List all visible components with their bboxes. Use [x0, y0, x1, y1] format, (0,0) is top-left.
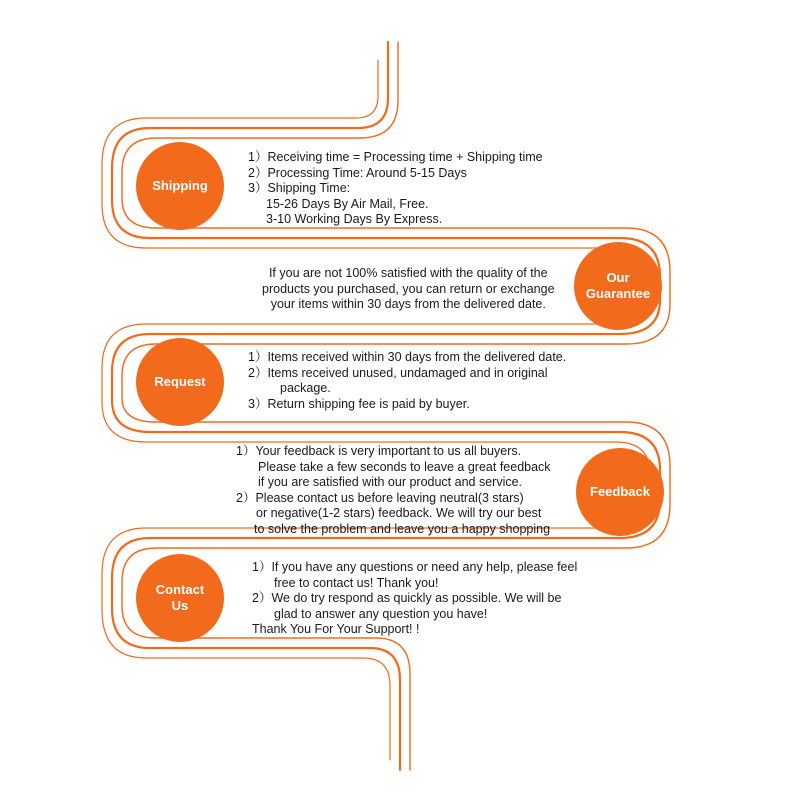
- contact-text: [252, 560, 577, 638]
- contact-line: Thank You For Your Support! !: [252, 622, 420, 636]
- request-badge: [136, 338, 224, 426]
- guarantee-text: [262, 266, 555, 313]
- feedback-badge: [576, 448, 664, 536]
- shipping-badge: [136, 142, 224, 230]
- contact-line: 2）We do try respond as quickly as possible. We will be: [252, 591, 562, 605]
- shipping-line: 3-10 Working Days By Express.: [266, 212, 443, 226]
- contact-line: glad to answer any question you have!: [274, 606, 488, 621]
- feedback-line: 1）Your feedback is very important to us all buyers.: [236, 444, 522, 458]
- request-line: 2）Items received unused, undamaged and in original: [248, 365, 548, 380]
- guarantee-badge: [574, 242, 662, 330]
- feedback-line: or negative(1-2 stars) feedback. We will try our best: [256, 506, 542, 520]
- shipping-line: 1）Receiving time = Processing time + Shipping time: [248, 150, 543, 164]
- shipping-line: 15-26 Days By Air Mail, Free.: [266, 196, 429, 211]
- contact-title-line2: Us: [171, 598, 189, 613]
- contact-line: free to contact us! Thank you!: [274, 575, 439, 590]
- shipping-line: 2）Processing Time: Around 5-15 Days: [248, 165, 467, 180]
- shipping-title: Shipping: [152, 178, 208, 193]
- shipping-text: [248, 150, 543, 228]
- guarantee-line: If you are not 100% satisfied with the quality of the: [268, 266, 548, 280]
- request-title: Request: [154, 374, 206, 389]
- guarantee-title-line2: Guarantee: [585, 286, 651, 301]
- feedback-title: Feedback: [590, 484, 650, 499]
- request-text: [248, 350, 566, 412]
- guarantee-title-line1: Our: [606, 270, 630, 285]
- feedback-text: [236, 444, 551, 537]
- contact-title-line1: Contact: [155, 582, 205, 597]
- request-line: 3）Return shipping fee is paid by buyer.: [248, 396, 470, 411]
- guarantee-line: your items within 30 days from the delivered date.: [270, 297, 546, 311]
- guarantee-line: products you purchased, you can return or exchange: [262, 281, 555, 296]
- contact-badge: [136, 554, 224, 642]
- contact-line: 1）If you have any questions or need any help, please feel: [252, 560, 578, 574]
- feedback-line: Please take a few seconds to leave a great feedback: [258, 459, 551, 474]
- request-line: package.: [280, 381, 331, 395]
- feedback-line: to solve the problem and leave you a happy shopping: [254, 521, 551, 536]
- request-line: 1）Items received within 30 days from the delivered date.: [248, 350, 567, 364]
- feedback-line: if you are satisfied with our product and service.: [258, 475, 523, 489]
- shipping-line: 3）Shipping Time:: [248, 181, 351, 195]
- feedback-line: 2）Please contact us before leaving neutral(3 stars): [236, 490, 524, 505]
